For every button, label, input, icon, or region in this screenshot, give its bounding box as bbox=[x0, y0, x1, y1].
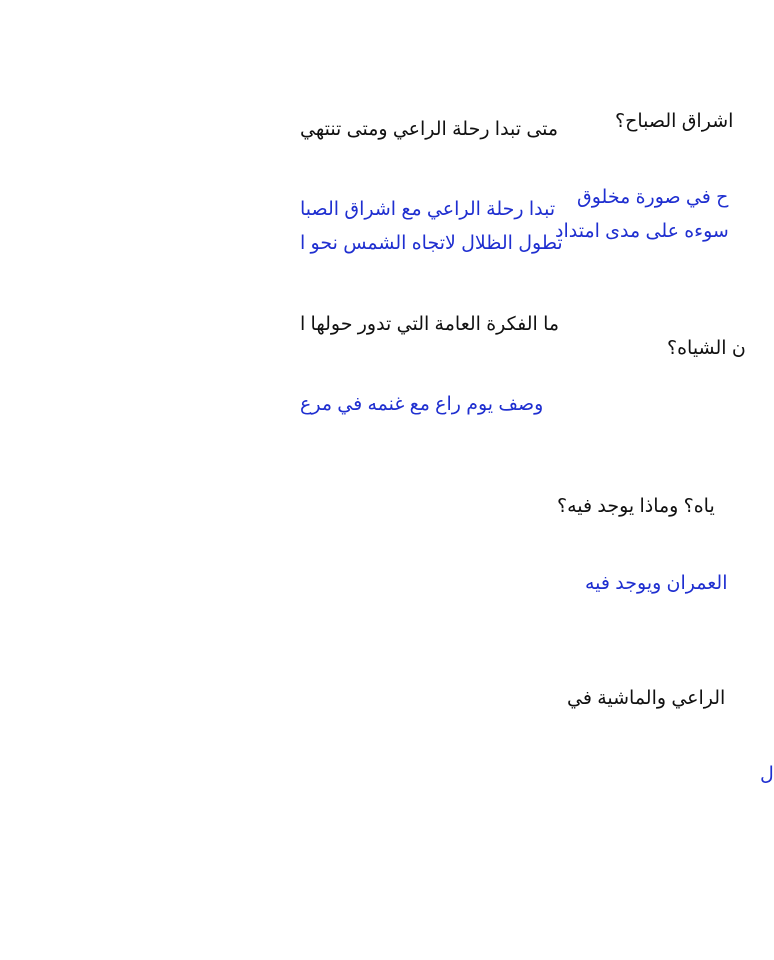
right-question-4: الراعي والماشية في bbox=[567, 688, 726, 709]
right-answer-1a: ح في صورة مخلوق bbox=[577, 187, 729, 208]
question-line bbox=[667, 337, 746, 361]
right-question-3: ياه؟ وماذا يوجد فيه؟ bbox=[557, 496, 715, 517]
left-question-1: متى تبدا رحلة الراعي ومتى تنتهي bbox=[300, 119, 559, 140]
answer-line bbox=[585, 572, 728, 596]
answer-line bbox=[760, 763, 774, 787]
left-question-2: ما الفكرة العامة التي تدور حولها ا bbox=[300, 314, 560, 335]
left-answer-1a: تبدا رحلة الراعي مع اشراق الصبا bbox=[300, 199, 556, 220]
question-line bbox=[567, 687, 725, 711]
right-question-2: ن الشياه؟ bbox=[667, 338, 746, 359]
right-answer-4: ل bbox=[760, 764, 774, 785]
answer-line bbox=[300, 393, 543, 417]
left-answer-1b: تطول الظلال لاتجاه الشمس نحو ا bbox=[300, 233, 563, 254]
answer-line bbox=[300, 198, 555, 222]
right-answer-3: العمران ويوجد فيه bbox=[585, 573, 728, 594]
answer-line bbox=[577, 186, 728, 210]
answer-line bbox=[300, 232, 563, 256]
right-column bbox=[555, 0, 774, 960]
question-line bbox=[557, 495, 715, 519]
question-line bbox=[615, 110, 733, 134]
question-line bbox=[300, 313, 559, 337]
question-line bbox=[300, 118, 558, 142]
left-answer-2: وصف يوم راع مع غنمه في مرع bbox=[300, 394, 544, 415]
left-column bbox=[300, 0, 563, 960]
right-question-1: اشراق الصباح؟ bbox=[615, 111, 734, 132]
right-answer-1b: سوءه على مدى امتداد bbox=[555, 221, 729, 242]
answer-line bbox=[555, 220, 729, 244]
